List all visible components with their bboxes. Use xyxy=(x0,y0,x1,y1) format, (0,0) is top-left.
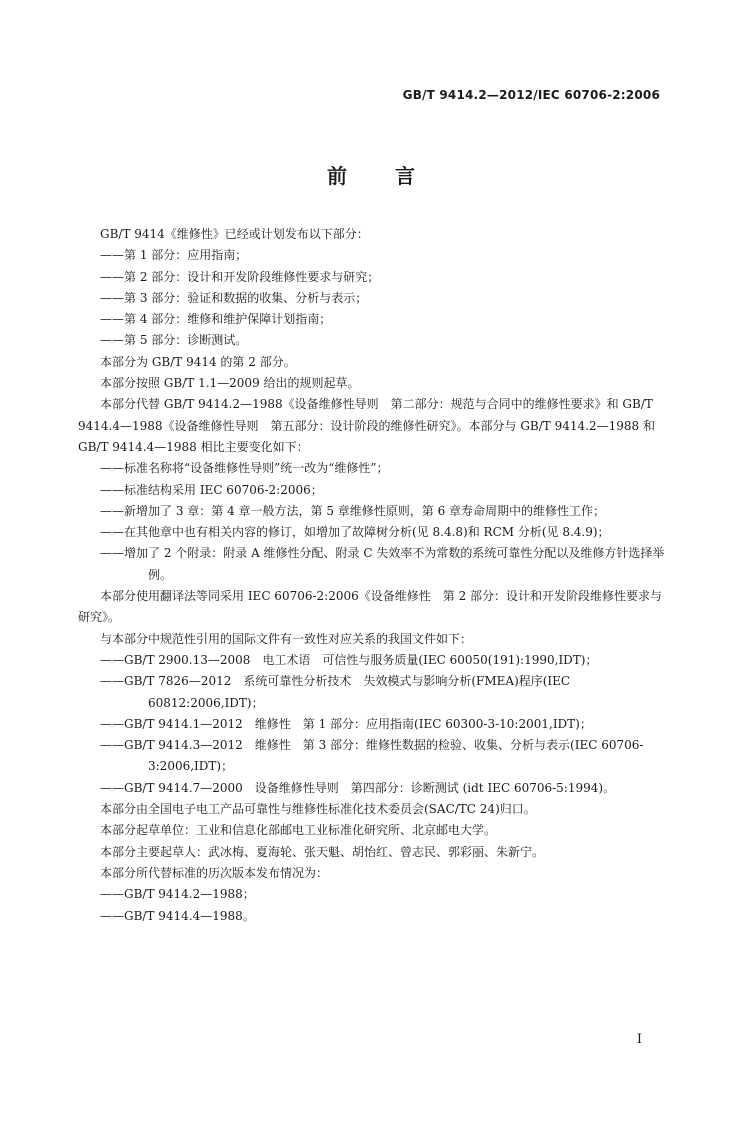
foreword-body xyxy=(78,224,668,927)
list-item: ——第 1 部分：应用指南； xyxy=(100,248,248,263)
list-item: ——新增加了 3 章：第 4 章一般方法，第 5 章维修性原则，第 6 章寿命周期中的维修性工作； xyxy=(100,503,606,518)
paragraph: 本部分代替 GB/T 9414.2—1988《设备维修性导则 第二部分：规范与合同中的维修性要求》和 GB/T 9414.4—1988《设备维修性导则 第五部分：设计阶段的维修性研究》。本部分与 GB/T 9414.2—1988 和 GB/T 9414.4—1988 相比主要变化如下： xyxy=(78,397,655,454)
list-item: ——在其他章中也有相关内容的修订，如增加了故障树分析(见 8.4.8)和 RCM 分析(见 8.4.9)； xyxy=(100,525,610,540)
paragraph: 本部分起草单位：工业和信息化部邮电工业标准化研究所、北京邮电大学。 xyxy=(100,823,497,838)
paragraph: 本部分由全国电子电工产品可靠性与维修性标准化技术委员会(SAC/TC 24)归口。 xyxy=(100,802,536,817)
list-item: ——第 3 部分：验证和数据的收集、分析与表示； xyxy=(100,290,368,305)
page-number: I xyxy=(636,1032,642,1047)
list-item: ——GB/T 9414.2—1988； xyxy=(100,887,255,902)
list-item: ——GB/T 2900.13—2008 电工术语 可信性与服务质量(IEC 60050(191):1990,IDT)； xyxy=(100,652,598,667)
list-item: ——GB/T 9414.4—1988。 xyxy=(100,908,255,923)
list-item: ——第 4 部分：维修和维护保障计划指南； xyxy=(100,312,332,327)
paragraph: 本部分为 GB/T 9414 的第 2 部分。 xyxy=(100,354,296,369)
paragraph: 本部分按照 GB/T 1.1—2009 给出的规则起草。 xyxy=(100,376,360,391)
list-item: ——GB/T 9414.1—2012 维修性 第 1 部分：应用指南(IEC 60300-3-10:2001,IDT)； xyxy=(100,716,592,731)
page-title: 前 言 xyxy=(327,164,429,188)
list-item: ——第 5 部分：诊断测试。 xyxy=(100,333,248,348)
list-item: ——GB/T 9414.3—2012 维修性 第 3 部分：维修性数据的检验、收集、分析与表示(IEC 60706-3:2006,IDT)； xyxy=(100,738,644,774)
list-item: ——增加了 2 个附录：附录 A 维修性分配、附录 C 失效率不为常数的系统可靠性分配以及维修方针选择举例。 xyxy=(100,546,665,582)
standard-number: GB/T 9414.2—2012/IEC 60706-2:2006 xyxy=(402,88,660,102)
list-item: ——标准名称将“设备维修性导则”统一改为“维修性”； xyxy=(100,461,389,476)
list-item: ——GB/T 7826—2012 系统可靠性分析技术 失效模式与影响分析(FMEA)程序(IEC 60812:2006,IDT)； xyxy=(100,674,571,710)
list-item: ——标准结构采用 IEC 60706-2:2006； xyxy=(100,482,323,497)
paragraph: 与本部分中规范性引用的国际文件有一致性对应关系的我国文件如下： xyxy=(100,631,473,646)
list-item: ——GB/T 9414.7—2000 设备维修性导则 第四部分：诊断测试 (idt IEC 60706-5:1994)。 xyxy=(100,780,616,795)
intro-paragraph: GB/T 9414《维修性》已经或计划发布以下部分： xyxy=(100,227,369,241)
paragraph: 本部分使用翻译法等同采用 IEC 60706-2:2006《设备维修性 第 2 部分：设计和开发阶段维修性要求与研究》。 xyxy=(78,589,663,625)
paragraph: 本部分主要起草人：武冰梅、夏海轮、张天魁、胡怡红、曾志民、郭彩丽、朱新宁。 xyxy=(100,844,545,859)
paragraph: 本部分所代替标准的历次版本发布情况为： xyxy=(100,865,329,880)
list-item: ——第 2 部分：设计和开发阶段维修性要求与研究； xyxy=(100,269,380,284)
